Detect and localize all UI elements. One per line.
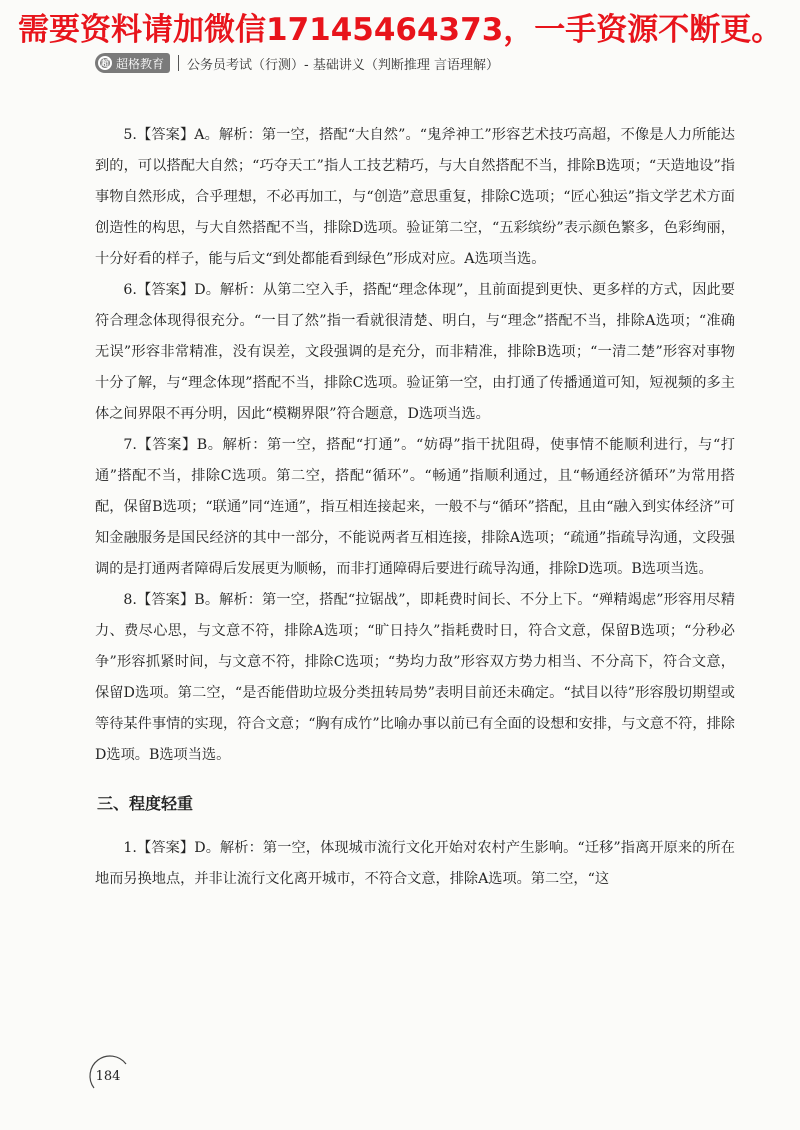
answer-paragraph-8: 8.【答案】B。解析：第一空，搭配“拉锯战”，即耗费时间长、不分上下。“殚精竭虑”形容用尽精力、费尽心思，与文意不符，排除A选项；“旷日持久”指耗费时日，符合文意，保留B选项；“分秒必争”形容抓紧时间，与文意不符，排除C选项；“势均力敌”形容双方势力相当、不分高下，符合文意，保留D选项。第二空，“是否能借助垃圾分类扭转局势”表明目前还未确定。“拭目以待”形容殷切期望或等待某件事情的实现，符合文意；“胸有成竹”比喻办事以前已有全面的设想和安排，与文意不符，排除D选项。B选项当选。 xyxy=(95,592,735,763)
page-number: 184 xyxy=(95,1068,121,1084)
answer-paragraph-7: 7.【答案】B。解析：第一空，搭配“打通”。“妨碍”指干扰阻碍，使事情不能顺利进行，与“打通”搭配不当，排除C选项。第二空，搭配“循环”。“畅通”指顺利通过，且“畅通经济循环”为常用搭配，保留B选项；“联通”同“连通”，指互相连接起来，一般不与“循环”搭配，且由“融入到实体经济”可知金融服务是国民经济的其中一部分，不能说两者互相连接，排除A选项；“疏通”指疏导沟通，文段强调的是打通两者障碍后发展更为顺畅，而非打通障碍后要进行疏导沟通，排除D选项。B选项当选。 xyxy=(95,437,735,577)
publisher-logo xyxy=(95,53,170,73)
circle-logo-icon: 超 xyxy=(98,56,112,70)
document-body xyxy=(95,120,735,895)
promo-banner: 需要资料请加微信17145464373，一手资源不断更。 xyxy=(18,12,783,48)
logo-text: 超格教育 xyxy=(116,56,165,71)
page-header xyxy=(95,52,499,74)
header-divider xyxy=(178,55,179,71)
header-title: 公务员考试（行测）- 基础讲义（判断推理 言语理解） xyxy=(187,57,499,73)
answer-paragraph-5: 5.【答案】A。解析：第一空，搭配“大自然”。“鬼斧神工”形容艺术技巧高超，不像是人力所能达到的，可以搭配大自然；“巧夺天工”指人工技艺精巧，与大自然搭配不当，排除B选项；“天造地设”指事物自然形成，合乎理想，不必再加工，与“创造”意思重复，排除C选项；“匠心独运”指文学艺术方面创造性的构思，与大自然搭配不当，排除D选项。验证第二空，“五彩缤纷”表示颜色繁多，色彩绚丽，十分好看的样子，能与后文“到处都能看到绿色”形成对应。A选项当选。 xyxy=(95,127,735,267)
answer-paragraph-6: 6.【答案】D。解析：从第二空入手，搭配“理念体现”，且前面提到更快、更多样的方式，因此要符合理念体现得很充分。“一目了然”指一看就很清楚、明白，与“理念”搭配不当，排除A选项；“准确无误”形容非常精准，没有误差，文段强调的是充分，而非精准，排除B选项；“一清二楚”形容对事物十分了解，与“理念体现”搭配不当，排除C选项。验证第一空，由打通了传播通道可知，短视频的多主体之间界限不再分明，因此“模糊界限”符合题意，D选项当选。 xyxy=(95,282,735,422)
answer-paragraph-s3-1: 1.【答案】D。解析：第一空，体现城市流行文化开始对农村产生影响。“迁移”指离开原来的所在地而另换地点，并非让流行文化离开城市，不符合文意，排除A选项。第二空，“这 xyxy=(95,840,735,887)
section-title: 三、程度轻重 xyxy=(97,794,194,813)
